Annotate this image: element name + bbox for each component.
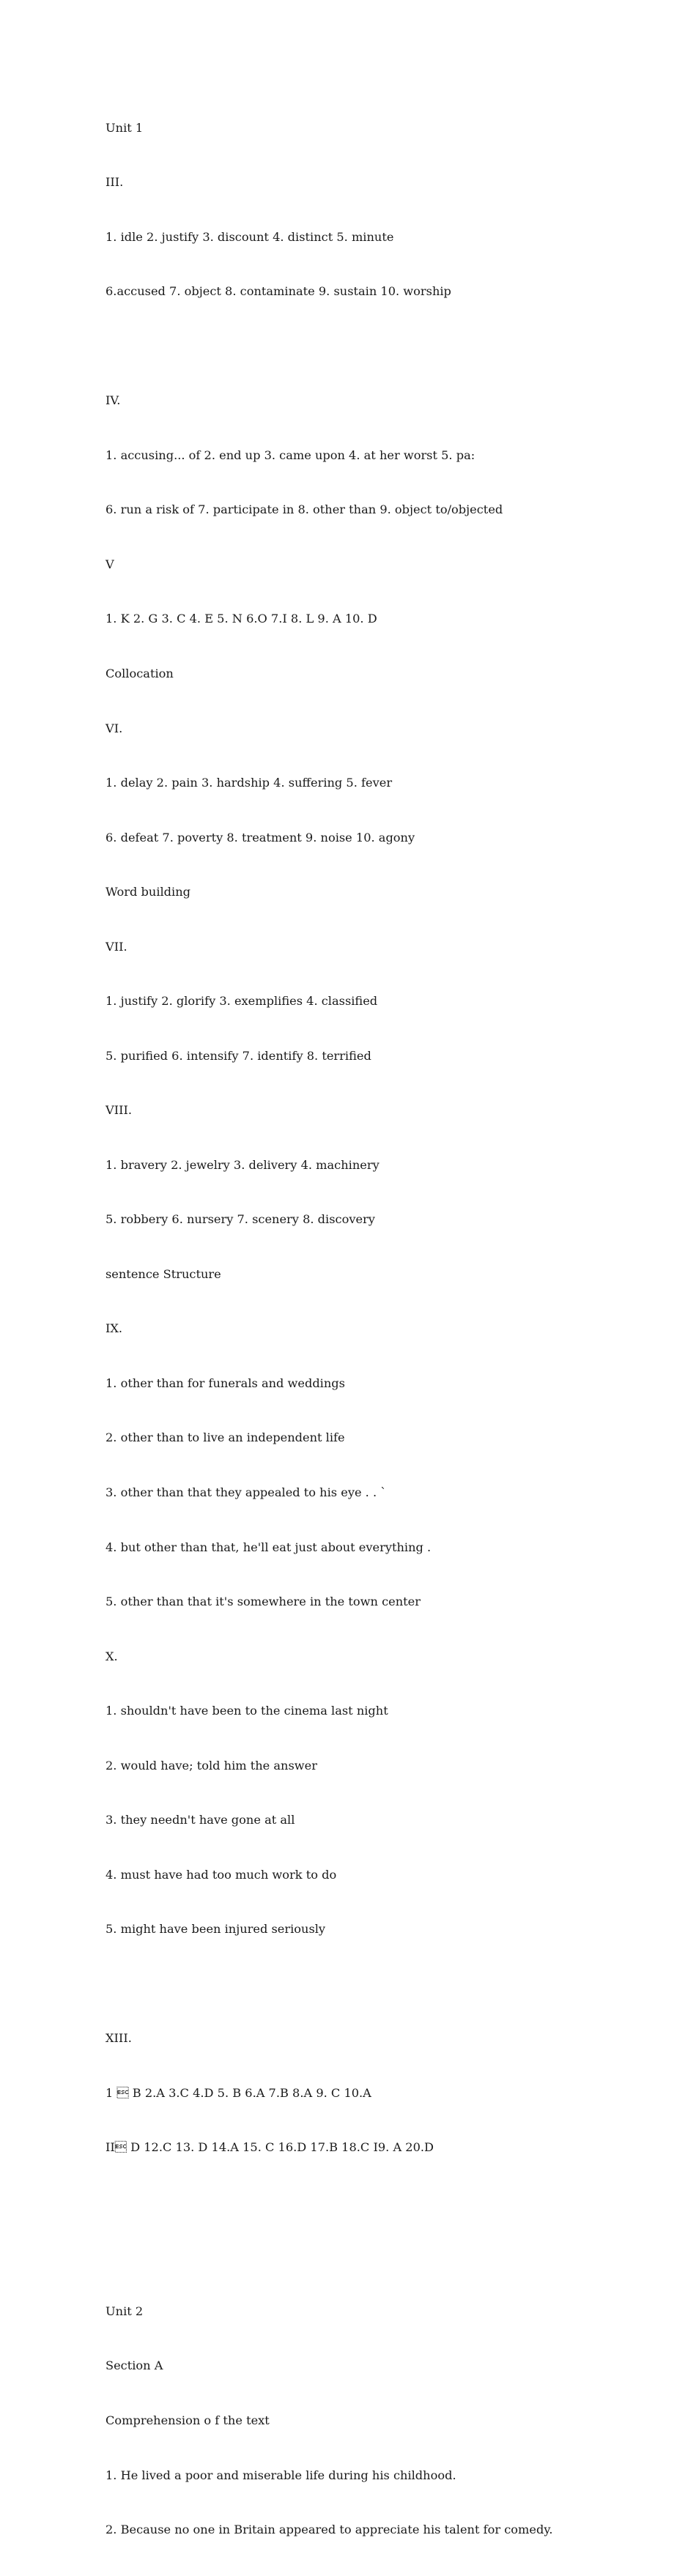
text-line: 5. might have been injured seriously xyxy=(105,1922,326,1937)
text-line: VII. xyxy=(105,939,127,954)
text-line: 6.accused 7. object 8. contaminate 9. sustain 10. worship xyxy=(105,284,451,299)
text-line: 4. must have had too much work to do xyxy=(105,1867,337,1882)
text-line: Section A xyxy=(105,2358,163,2373)
text-line: IV. xyxy=(105,393,121,408)
text-line: VI. xyxy=(105,721,123,735)
text-line: 1. other than for funerals and weddings xyxy=(105,1376,345,1390)
text-line: 6. defeat 7. poverty 8. treatment 9. noise 10. agony xyxy=(105,830,415,845)
text-line: 1. shouldn't have been to the cinema last night xyxy=(105,1704,388,1718)
text-line: 5. robbery 6. nursery 7. scenery 8. discovery xyxy=(105,1212,375,1227)
text-line: 1. justify 2. glorify 3. exemplifies 4. classified xyxy=(105,994,378,1009)
text-line: IX. xyxy=(105,1321,123,1336)
text-line: Comprehension o f the text xyxy=(105,2413,270,2427)
text-line: 5. other than that it's somewhere in the town center xyxy=(105,1595,421,1609)
text-line: sentence Structure xyxy=(105,1266,221,1281)
text-line: 1. idle 2. justify 3. discount 4. distinct 5. minute xyxy=(105,229,394,244)
text-line: 2. would have; told him the answer xyxy=(105,1758,317,1773)
text-line: 1. delay 2. pain 3. hardship 4. suffering 5. fever xyxy=(105,776,393,790)
text-line: X. xyxy=(105,1649,118,1663)
text-line: 3. other than that they appealed to his eye . . ` xyxy=(105,1485,387,1499)
text-line: XIII. xyxy=(105,2031,132,2046)
answer-key-text xyxy=(105,83,618,2576)
text-line: Unit 1 xyxy=(105,120,144,135)
text-line: 1  B 2.A 3.C 4.D 5. B 6.A 7.B 8.A 9. C 10.A xyxy=(105,2085,371,2100)
text-line: Collocation xyxy=(105,667,174,680)
text-line: 4. but other than that, he'll eat just about everything . xyxy=(105,1540,432,1554)
text-line: 2. Because no one in Britain appeared to appreciate his talent for comedy. xyxy=(105,2523,553,2537)
text-line xyxy=(105,2248,618,2266)
text-line: V xyxy=(105,557,114,571)
text-line: 6. run a risk of 7. participate in 8. other than 9. object to/objected xyxy=(105,502,503,517)
text-line: 2. other than to live an independent life xyxy=(105,1430,345,1445)
text-line: Unit 2 xyxy=(105,2304,144,2318)
text-line: VIII. xyxy=(105,1103,133,1118)
text-line: Word building xyxy=(105,885,190,899)
text-line: 1. accusing... of 2. end up 3. came upon 4. at her worst 5. pa: xyxy=(105,448,475,462)
text-line: 1. He lived a poor and miserable life during his childhood. xyxy=(105,2468,456,2482)
text-line xyxy=(105,2194,618,2212)
text-line: II D 12.C 13. D 14.A 15. C 16.D 17.B 18.C I9. A 20.D xyxy=(105,2140,434,2155)
text-line: 5. purified 6. intensify 7. identify 8. terrified xyxy=(105,1048,371,1063)
text-line: III. xyxy=(105,175,124,190)
text-line xyxy=(105,338,618,356)
text-line: 3. they needn't have gone at all xyxy=(105,1813,295,1827)
text-line: 1. bravery 2. jewelry 3. delivery 4. machinery xyxy=(105,1157,380,1172)
text-line xyxy=(105,1975,618,1994)
text-line: 1. K 2. G 3. C 4. E 5. N 6.O 7.I 8. L 9. A 10. D xyxy=(105,612,377,626)
